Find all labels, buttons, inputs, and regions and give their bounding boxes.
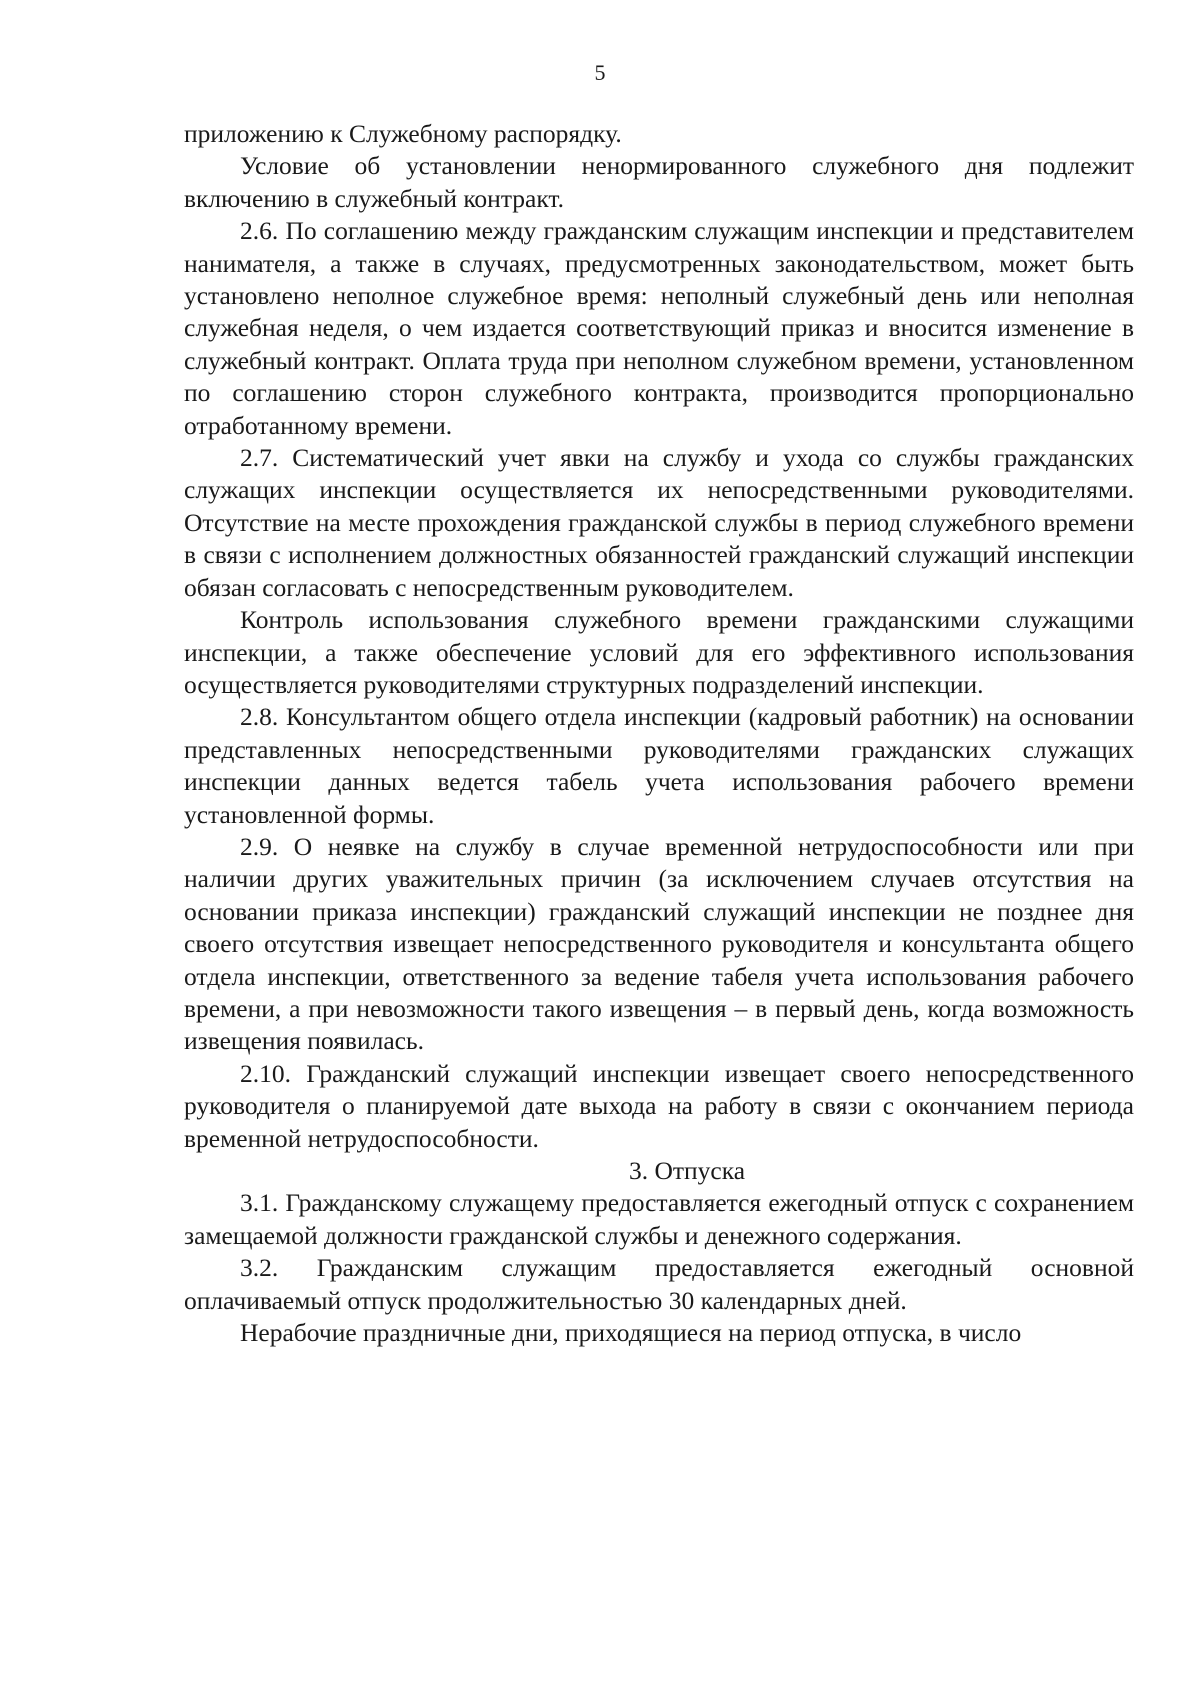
page-number: 5	[594, 60, 606, 85]
section-heading: 3. Отпуска	[628, 1156, 746, 1185]
paragraph-contract-condition: Условие об установлении ненормированного служебного дня подлежит включению в служебный контракт.	[184, 151, 1134, 213]
paragraph-2-8: 2.8. Консультантом общего отдела инспекции (кадровый работник) на основании представленных непосредственными руководителями гражданских служащих инспекции данных ведется табель учета использования рабочего времени установленной формы.	[184, 702, 1134, 829]
paragraph-control: Контроль использования служебного времени гражданскими служащими инспекции, а также обеспечение условий для его эффективного использования осуществляется руководителями структурных подразделений инспекции.	[184, 605, 1134, 699]
paragraph-2-7: 2.7. Систематический учет явки на службу и ухода со службы гражданских служащих инспекции осуществляется их непосредственными руководителями. Отсутствие на месте прохождения гражданской службы в период служебного времени в связи с исполнением должностных обязанностей гражданский служащий инспекции обязан согласовать с непосредственным руководителем.	[184, 443, 1134, 602]
paragraph-2-10: 2.10. Гражданский служащий инспекции извещает своего непосредственного руководителя о планируемой дате выхода на работу в связи с окончанием периода временной нетрудоспособности.	[184, 1058, 1134, 1153]
paragraph-continuation: приложению к Служебному распорядку.	[184, 119, 622, 148]
paragraph-2-9: 2.9. О неявке на службу в случае временной нетрудоспособности или при наличии других уважительных причин (за исключением случаев отсутствия на основании приказа инспекции) гражданский служащий инспекции не позднее дня своего отсутствия извещает непосредственного руководителя и консультанта общего отдела инспекции, ответственного за ведение табеля учета использования рабочего времени, а при невозможности такого извещения – в первый день, когда возможность извещения появилась.	[184, 831, 1134, 1056]
document-body	[184, 118, 1134, 1349]
paragraph-2-6: 2.6. По соглашению между гражданским служащим инспекции и представителем нанимателя, а также в случаях, предусмотренных законодательством, может быть установлено неполное служебное время: неполный служебный день или неполная служебная неделя, о чем издается соответствующий приказ и вносится изменение в служебный контракт. Оплата труда при неполном служебном времени, установленном по соглашению сторон служебного контракта, производится пропорционально отработанному времени.	[184, 216, 1134, 440]
paragraph-3-2: 3.2. Гражданским служащим предоставляется ежегодный основной оплачиваемый отпуск продолжительностью 30 календарных дней.	[184, 1253, 1134, 1315]
paragraph-3-1: 3.1. Гражданскому служащему предоставляется ежегодный отпуск с сохранением замещаемой должности гражданской службы и денежного содержания.	[184, 1188, 1134, 1250]
paragraph-holidays: Нерабочие праздничные дни, приходящиеся на период отпуска, в число	[240, 1318, 1022, 1348]
